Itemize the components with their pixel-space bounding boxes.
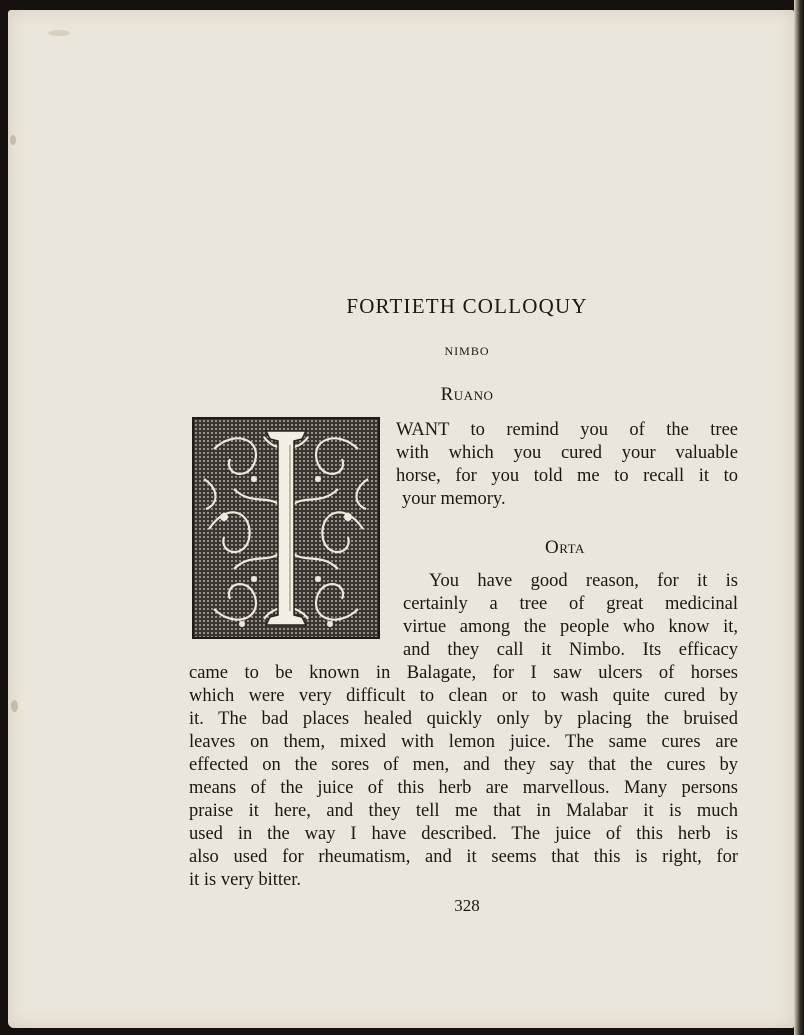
orta-speech-full (189, 662, 738, 892)
text-line: certainly a tree of great medicinal (403, 594, 738, 614)
text-line: WANT to remind you of the tree (396, 420, 738, 440)
text-line: effected on the sores of men, and they say that the cures by (189, 755, 738, 775)
page-edge-shadow (794, 0, 804, 1035)
text-line: means of the juice of this herb are marvellous. Many persons (189, 778, 738, 798)
text-line: praise it here, and they tell me that in Malabar it is much (189, 801, 738, 821)
text-line: used in the way I have described. The juice of this herb is (189, 824, 738, 844)
text-line: horse, for you told me to recall it to (396, 466, 738, 486)
text-line: which were very difficult to clean or to wash quite cured by (189, 686, 738, 706)
paper-stain (10, 135, 16, 145)
paper-stain (48, 30, 70, 36)
text-line: your memory. (402, 489, 506, 509)
colloquy-title: FORTIETH COLLOQUY (346, 294, 588, 318)
speaker-ruano: Ruano (440, 384, 494, 405)
ruano-speech (396, 419, 738, 511)
colloquy-subtitle: NIMBO (444, 344, 490, 358)
text-line: it is very bitter. (189, 870, 302, 890)
decorated-initial-icon (192, 417, 380, 639)
text-line: virtue among the people who know it, (403, 617, 738, 637)
text-line: it. The bad places healed quickly only by placing the bruised (189, 709, 738, 729)
speaker-orta: Orta (545, 537, 585, 558)
text-line: came to be known in Balagate, for I saw ulcers of horses (189, 663, 738, 683)
text-line: leaves on them, mixed with lemon juice. The same cures are (189, 732, 738, 752)
page-number: 328 (454, 896, 480, 915)
text-line: You have good reason, for it is (429, 571, 738, 591)
paper-stain (11, 700, 18, 712)
text-line: also used for rheumatism, and it seems that this is right, for (189, 847, 738, 867)
text-line: with which you cured your valuable (396, 443, 738, 463)
text-line: and they call it Nimbo. Its efficacy (403, 640, 738, 660)
orta-speech-wrapped (403, 570, 738, 662)
